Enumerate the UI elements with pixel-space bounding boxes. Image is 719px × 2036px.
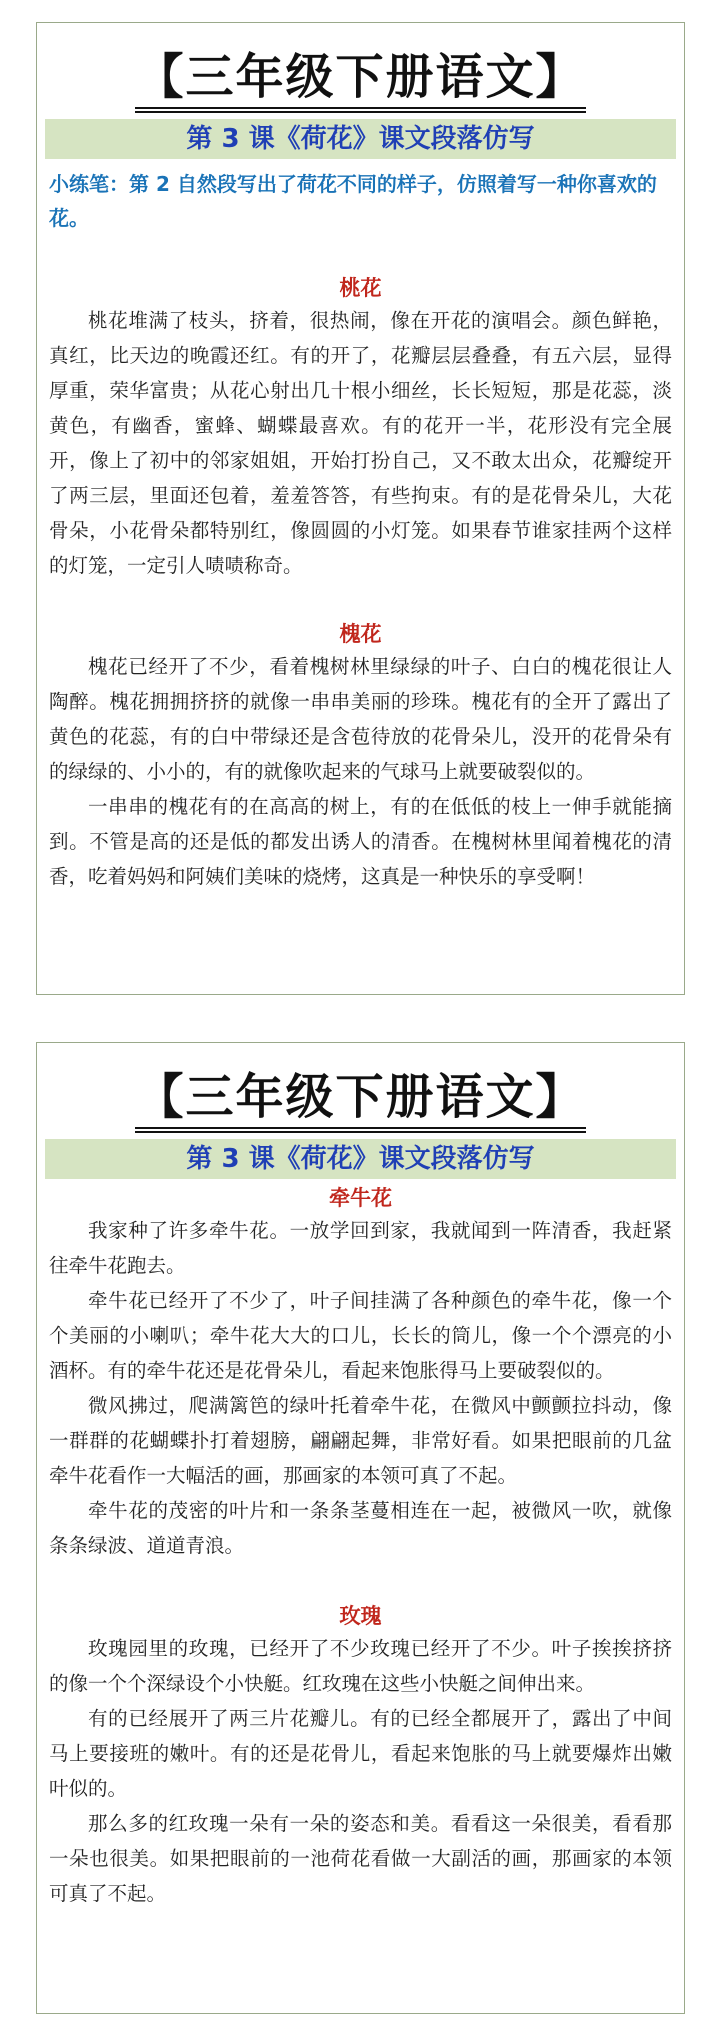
paragraph: 我家种了许多牵牛花。一放学回到家，我就闻到一阵清香，我赶紧往牵牛花跑去。 xyxy=(49,1219,672,1277)
lesson-subtitle: 第 3 课《荷花》课文段落仿写 xyxy=(45,1139,676,1179)
paragraph: 那么多的红玫瑰一朵有一朵的姿态和美。看看这一朵很美，看看那一朵也很美。如果把眼前的一池荷花看做一大副活的画，那画家的本领可真了不起。 xyxy=(49,1812,672,1905)
title-wrap xyxy=(37,1043,684,1129)
paragraph: 槐花已经开了不少，看着槐树林里绿绿的叶子、白白的槐花很让人陶醉。槐花拥拥挤挤的就像一串串美丽的珍珠。槐花有的全开了露出了黄色的花蕊，有的白中带绿还是含苞待放的花骨朵儿，没开的花骨朵有的绿绿的、小小的，有的就像吹起来的气球马上就要破裂似的。 xyxy=(49,655,672,783)
page-title: 【三年级下册语文】 xyxy=(135,49,585,109)
paragraph: 一串串的槐花有的在高高的树上，有的在低低的枝上一伸手就能摘到。不管是高的还是低的都发出诱人的清香。在槐树林里闻着槐花的清香，吃着妈妈和阿姨们美味的烧烤，这真是一种快乐的享受啊！ xyxy=(49,795,672,888)
title-wrap xyxy=(37,23,684,109)
paragraph: 微风拂过，爬满篱笆的绿叶托着牵牛花，在微风中颤颤拉抖动，像一群群的花蝴蝶扑打着翅膀，翩翩起舞，非常好看。如果把眼前的几盆牵牛花看作一大幅活的画，那画家的本领可真了不起。 xyxy=(49,1394,672,1487)
paragraph: 桃花堆满了枝头，挤着，很热闹，像在开花的演唱会。颜色鲜艳，真红，比天边的晚霞还红。有的开了，花瓣层层叠叠，有五六层，显得厚重，荣华富贵；从花心射出几十根小细丝，长长短短，那是花蕊，淡黄色，有幽香，蜜蜂、蝴蝶最喜欢。有的花开一半，花形没有完全展开，像上了初中的邻家姐姐，开始打扮自己，又不敢太出众，花瓣绽开了两三层，里面还包着，羞羞答答，有些拘束。有的是花骨朵儿，大花骨朵，小花骨朵都特别红，像圆圆的小灯笼。如果春节谁家挂两个这样的灯笼，一定引人啧啧称奇。 xyxy=(49,309,672,577)
section-heading-locust: 槐花 xyxy=(339,622,382,646)
paragraph: 玫瑰园里的玫瑰，已经开了不少玫瑰已经开了不少。叶子挨挨挤挤的像一个个深绿设个小快艇。红玫瑰在这些小快艇之间伸出来。 xyxy=(49,1637,672,1695)
paragraph: 牵牛花已经开了不少了，叶子间挂满了各种颜色的牵牛花，像一个个美丽的小喇叭；牵牛花大大的口儿，长长的筒儿，像一个个漂亮的小酒杯。有的牵牛花还是花骨朵儿，看起来饱胀得马上要破裂似的。 xyxy=(49,1289,672,1382)
paragraph: 有的已经展开了两三片花瓣儿。有的已经全都展开了，露出了中间马上要接班的嫩叶。有的还是花骨儿，看起来饱胀的马上就要爆炸出嫩叶似的。 xyxy=(49,1707,672,1800)
section-heading-rose: 玫瑰 xyxy=(339,1604,382,1628)
section-heading-morning-glory: 牵牛花 xyxy=(329,1186,392,1210)
exercise-prompt: 小练笔：第 2 自然段写出了荷花不同的样子，仿照着写一种你喜欢的花。 xyxy=(49,172,657,230)
page-title: 【三年级下册语文】 xyxy=(135,1069,585,1129)
worksheet-card-2 xyxy=(36,1042,685,2014)
lesson-subtitle: 第 3 课《荷花》课文段落仿写 xyxy=(45,119,676,159)
paragraph: 牵牛花的茂密的叶片和一条条茎蔓相连在一起，被微风一吹，就像条条绿波、道道青浪。 xyxy=(49,1499,672,1557)
section-heading-peach: 桃花 xyxy=(339,276,382,300)
worksheet-card-1 xyxy=(36,22,685,995)
